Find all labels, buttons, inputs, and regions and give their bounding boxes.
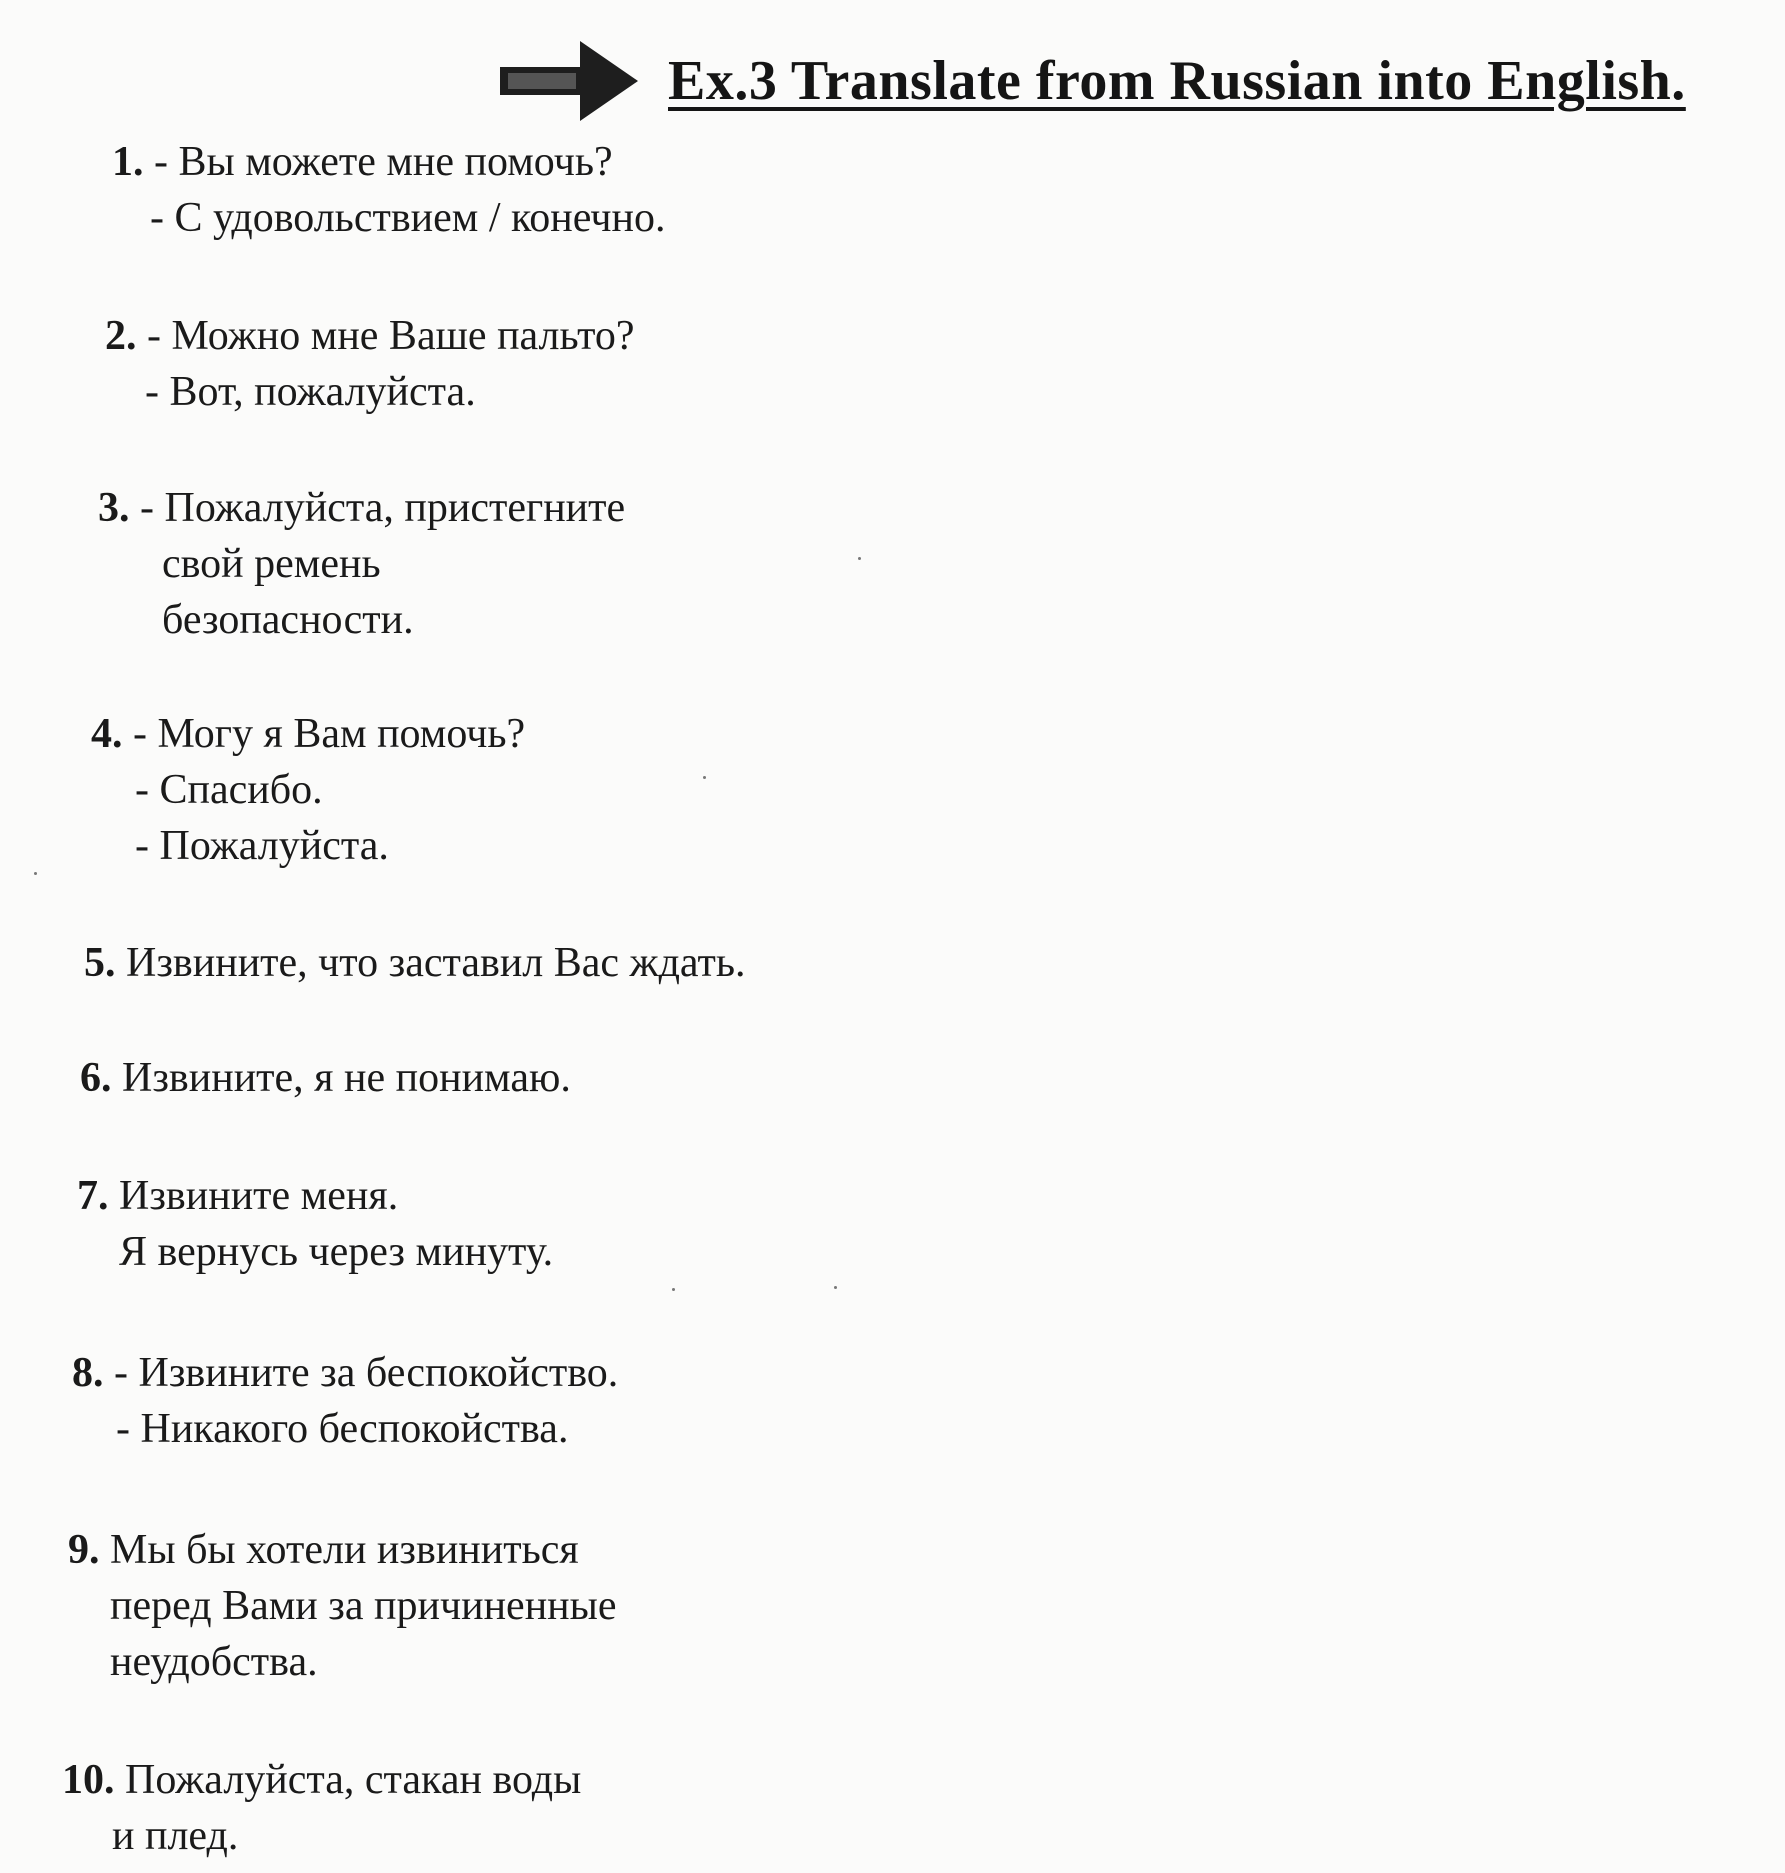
item-line: - Можно мне Ваше пальто?: [147, 313, 635, 359]
scan-speck: [672, 1288, 675, 1291]
scan-speck: [858, 557, 861, 560]
exercise-item-10: [62, 1752, 581, 1864]
item-line: Извините, что заставил Вас ждать.: [126, 940, 746, 986]
item-line: перед Вами за причиненные: [110, 1583, 617, 1629]
item-line: Пожалуйста, стакан воды: [125, 1757, 582, 1803]
item-line: - Вот, пожалуйста.: [145, 369, 476, 415]
exercise-item-6: [80, 1050, 571, 1106]
item-line: Извините, я не понимаю.: [122, 1055, 571, 1101]
item-line: и плед.: [112, 1813, 239, 1859]
scan-speck: [703, 776, 706, 779]
exercise-item-8: [72, 1345, 618, 1457]
item-line: безопасности.: [162, 597, 414, 643]
item-line: свой ремень: [162, 541, 381, 587]
item-line: - С удовольствием / конечно.: [150, 195, 666, 241]
item-number: 8.: [72, 1350, 104, 1396]
item-line: - Пожалуйста, пристегните: [140, 485, 626, 531]
item-number: 7.: [77, 1173, 109, 1219]
item-line: - Могу я Вам помочь?: [133, 711, 526, 757]
item-line: - Извините за беспокойство.: [114, 1350, 619, 1396]
item-line: неудобства.: [110, 1639, 318, 1685]
exercise-item-1: [112, 134, 665, 246]
exercise-item-5: [84, 935, 746, 991]
item-number: 6.: [80, 1055, 112, 1101]
exercise-item-4: [91, 706, 525, 874]
item-line: - Никакого беспокойства.: [116, 1406, 569, 1452]
exercise-item-7: [77, 1168, 553, 1280]
item-number: 5.: [84, 940, 116, 986]
item-number: 1.: [112, 139, 144, 185]
item-number: 9.: [68, 1527, 100, 1573]
item-number: 3.: [98, 485, 130, 531]
item-line: Я вернусь через минуту.: [119, 1229, 554, 1275]
item-number: 10.: [62, 1757, 115, 1803]
item-line: Извините меня.: [119, 1173, 399, 1219]
item-line: - Пожалуйста.: [135, 823, 389, 869]
scan-speck: [834, 1286, 837, 1289]
exercise-item-9: [68, 1522, 617, 1690]
item-number: 4.: [91, 711, 123, 757]
item-line: - Спасибо.: [135, 767, 323, 813]
item-line: Мы бы хотели извиниться: [110, 1527, 579, 1573]
exercise-title: Ex.3 Translate from Russian into English.: [668, 50, 1686, 112]
exercise-item-2: [105, 308, 635, 420]
exercise-item-3: [98, 480, 625, 648]
right-arrow-icon: [500, 37, 640, 125]
item-number: 2.: [105, 313, 137, 359]
exercise-header: [500, 36, 1686, 126]
item-line: - Вы можете мне помочь?: [154, 139, 613, 185]
scan-speck: [34, 872, 37, 875]
